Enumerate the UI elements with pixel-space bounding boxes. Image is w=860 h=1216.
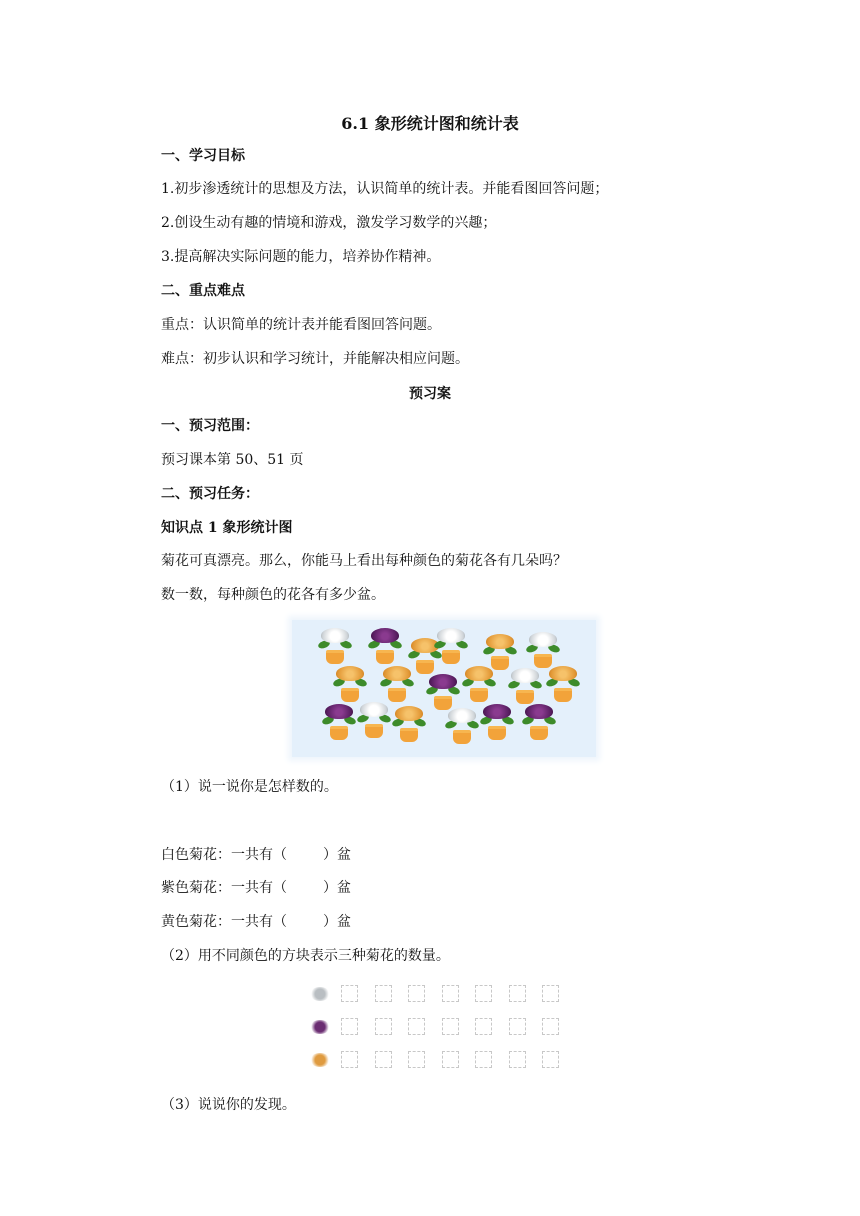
answer-suffix: ）盆 [323,847,351,863]
flower-pot-purple [524,704,554,742]
flower-pot-white [436,628,466,666]
grid-square[interactable] [509,985,526,1002]
answer-label: 白色菊花：一共有（ [161,847,287,863]
grid-icon-yellow-flower [310,1053,330,1067]
grid-square[interactable] [341,1051,358,1068]
preview-task-heading: 二、预习任务： [161,486,259,502]
grid-icon-white-flower [310,987,330,1001]
grid-square[interactable] [542,1018,559,1035]
preview-range-heading: 一、预习范围： [161,418,259,434]
flower-pot-white [510,668,540,706]
preview-range-text: 预习课本第 50、51 页 [161,452,304,468]
grid-square[interactable] [408,1018,425,1035]
grid-square[interactable] [341,1018,358,1035]
flower-pot-yellow [382,666,412,704]
goal-item: 2.创设生动有趣的情境和游戏，激发学习数学的兴趣； [161,215,497,231]
flower-pot-purple [482,704,512,742]
flower-pot-purple [428,674,458,712]
goal-item: 1.初步渗透统计的思想及方法，认识简单的统计表。并能看图回答问题； [161,181,609,197]
grid-square[interactable] [475,985,492,1002]
grid-square[interactable] [542,985,559,1002]
answer-line-purple [161,879,351,897]
flower-pot-yellow [394,706,424,744]
key-heading: 二、重点难点 [161,283,245,299]
preview-title: 预习案 [409,386,451,402]
answer-label: 黄色菊花：一共有（ [161,914,287,930]
grid-square[interactable] [442,985,459,1002]
question-3: （3）说说你的发现。 [161,1097,296,1113]
answer-suffix: ）盆 [323,880,351,896]
difficult-point: 难点：初步认识和学习统计，并能解决相应问题。 [161,351,469,367]
flower-pot-white [359,702,389,740]
flower-pot-purple [324,704,354,742]
grid-square[interactable] [475,1018,492,1035]
flower-pot-yellow [464,666,494,704]
goal-item: 3.提高解决实际问题的能力，培养协作精神。 [161,249,441,265]
answer-line-yellow [161,913,351,931]
grid-square[interactable] [408,1051,425,1068]
answer-label: 紫色菊花：一共有（ [161,880,287,896]
grid-icon-purple-flower [310,1020,330,1034]
grid-square[interactable] [375,1018,392,1035]
grid-square[interactable] [475,1051,492,1068]
flower-pot-yellow [335,666,365,704]
grid-square[interactable] [542,1051,559,1068]
flower-pot-white [528,632,558,670]
grid-square[interactable] [509,1051,526,1068]
flower-pot-purple [370,628,400,666]
grid-square[interactable] [408,985,425,1002]
question-2: （2）用不同颜色的方块表示三种菊花的数量。 [161,948,450,964]
grid-square[interactable] [341,985,358,1002]
grid-square[interactable] [442,1018,459,1035]
chrysanthemum-illustration [292,620,596,757]
knowledge-heading: 知识点 1 象形统计图 [161,520,293,536]
question-1: （1）说一说你是怎样数的。 [161,779,338,795]
flower-pot-yellow [548,666,578,704]
grid-square[interactable] [442,1051,459,1068]
intro-text: 菊花可真漂亮。那么，你能马上看出每种颜色的菊花各有几朵吗？ [161,553,567,569]
answer-suffix: ）盆 [323,914,351,930]
key-point: 重点：认识简单的统计表并能看图回答问题。 [161,317,441,333]
goals-heading: 一、学习目标 [161,148,245,164]
intro-text: 数一数，每种颜色的花各有多少盆。 [161,587,385,603]
grid-square[interactable] [509,1018,526,1035]
flower-pot-white [447,708,477,746]
flower-pot-white [320,628,350,666]
grid-square[interactable] [375,1051,392,1068]
grid-square[interactable] [375,985,392,1002]
answer-line-white [161,846,351,864]
page-title: 6.1 象形统计图和统计表 [341,114,519,133]
